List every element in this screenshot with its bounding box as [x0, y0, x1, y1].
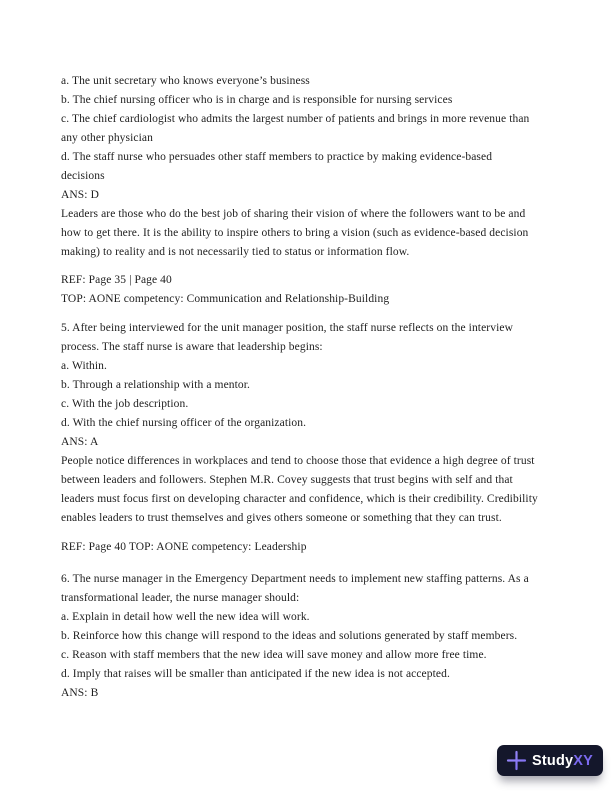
text-line: leaders must focus first on developing character and confidence, which is their credibility. Credibility [61, 493, 538, 505]
answer-line: ANS: A [61, 436, 99, 448]
option-line: b. Reinforce how this change will respond to the ideas and solutions generated by staff members. [61, 630, 518, 642]
text-line: any other physician [61, 132, 153, 144]
text-line: d. The staff nurse who persuades other staff members to practice by making evidence-based [61, 151, 493, 163]
text-line: enables leaders to trust themselves and gives others someone or something that they can trust. [61, 512, 502, 524]
text-line: making) to reality and is not necessarily tied to status or information flow. [61, 246, 410, 258]
question-4-references [61, 271, 551, 309]
question-5-references [61, 538, 551, 557]
question-5 [61, 319, 551, 528]
logo-text [532, 753, 593, 769]
answer-line: ANS: D [61, 189, 99, 201]
question-6 [61, 570, 551, 703]
option-line: c. With the job description. [61, 398, 189, 410]
question-line: 6. The nurse manager in the Emergency Department needs to implement new staffing patterns. As a [61, 573, 529, 585]
option-line: a. Within. [61, 360, 108, 372]
option-line: d. Imply that raises will be smaller than anticipated if the new idea is not accepted. [61, 668, 450, 680]
studyxy-logo-badge[interactable] [497, 745, 603, 776]
question-4-options-answer-rationale [61, 72, 551, 262]
text-line: decisions [61, 170, 105, 182]
question-line: transformational leader, the nurse manager should: [61, 592, 300, 604]
question-line: 5. After being interviewed for the unit manager position, the staff nurse reflects on the interview [61, 322, 513, 334]
text-line: how to get there. It is the ability to inspire others to bring a vision (such as evidence-based decision [61, 227, 529, 239]
text-line: People notice differences in workplaces and tend to choose those that evidence a high degree of trust [61, 455, 535, 467]
text-line: Leaders are those who do the best job of sharing their vision of where the followers want to be and [61, 208, 526, 220]
text-line: b. The chief nursing officer who is in charge and is responsible for nursing services [61, 94, 453, 106]
text-line: between leaders and followers. Stephen M.R. Covey suggests that trust begins with self and that [61, 474, 513, 486]
question-line: process. The staff nurse is aware that leadership begins: [61, 341, 323, 353]
option-line: a. Explain in detail how well the new idea will work. [61, 611, 310, 623]
plus-icon [506, 750, 527, 771]
option-line: b. Through a relationship with a mentor. [61, 379, 251, 391]
document-text-column [61, 72, 551, 703]
text-line: c. The chief cardiologist who admits the largest number of patients and brings in more revenue than [61, 113, 530, 125]
logo-text-accent: XY [573, 752, 594, 769]
ref-line: REF: Page 35 | Page 40 [61, 274, 172, 286]
top-line: TOP: AONE competency: Communication and Relationship-Building [61, 293, 390, 305]
ref-line: REF: Page 40 TOP: AONE competency: Leadership [61, 541, 307, 553]
option-line: d. With the chief nursing officer of the organization. [61, 417, 307, 429]
option-line: c. Reason with staff members that the new idea will save money and allow more free time. [61, 649, 487, 661]
text-line: a. The unit secretary who knows everyone’s business [61, 75, 310, 87]
logo-text-prefix: Study [532, 752, 574, 769]
answer-line: ANS: B [61, 687, 99, 699]
